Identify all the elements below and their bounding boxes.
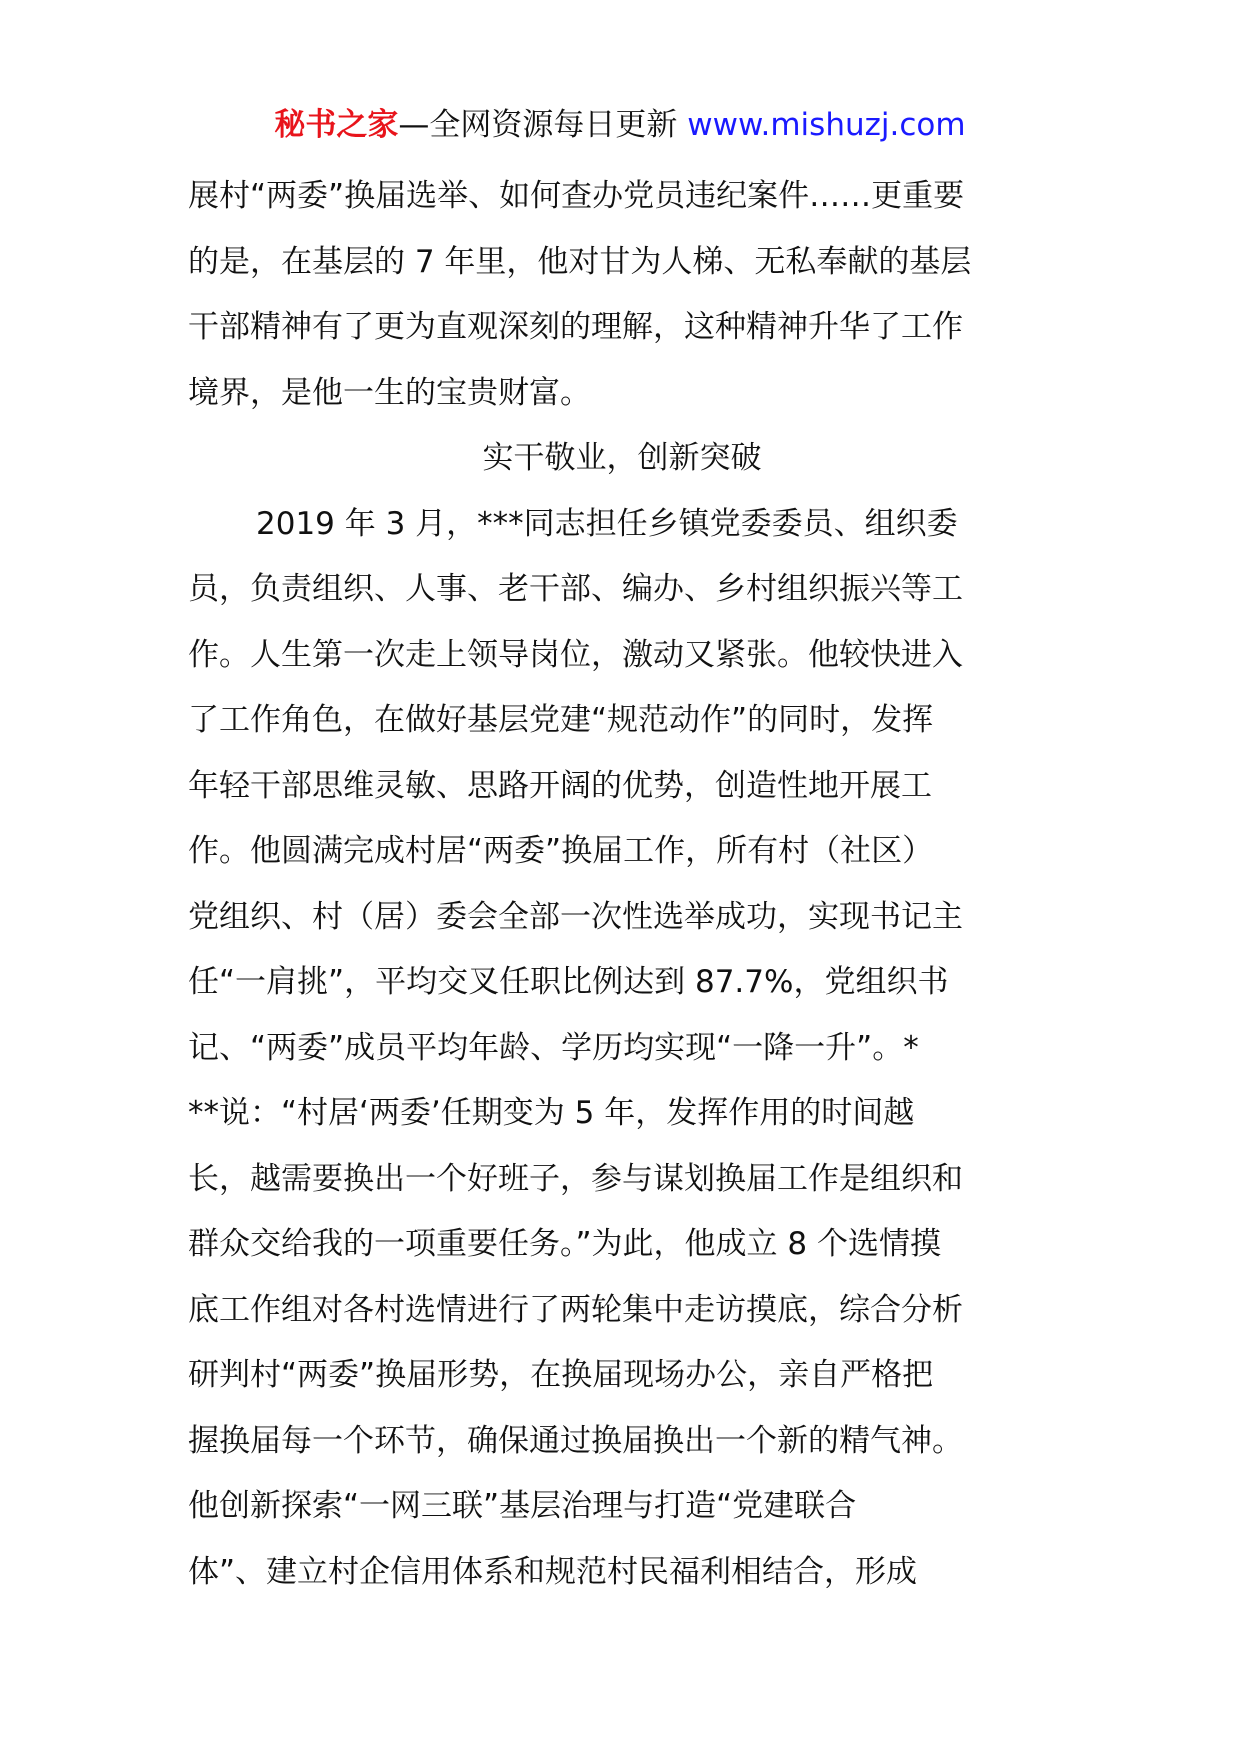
text-line: 展村“两委”换届选举、如何查办党员违纪案件……更重要 xyxy=(188,178,965,214)
text-line: 群众交给我的一项重要任务。”为此，他成立 8 个选情摸 xyxy=(188,1226,941,1262)
text-line: 任“一肩挑”，平均交叉任职比例达到 87.7%，党组织书 xyxy=(188,964,949,1000)
header-tagline: —全网资源每日更新 xyxy=(398,107,678,143)
section-heading: 实干敬业，创新突破 xyxy=(482,440,762,476)
text-line: 境界，是他一生的宝贵财富。 xyxy=(188,374,591,411)
text-line: 记、“两委”成员平均年龄、学历均实现“一降一升”。* xyxy=(188,1029,919,1066)
page-header xyxy=(0,100,1240,150)
document-body xyxy=(188,164,1056,1605)
text-line: 干部精神有了更为直观深刻的理解，这种精神升华了工作 xyxy=(188,309,963,345)
paragraph-first-line: 2019 年 3 月，***同志担任乡镇党委委员、组织委 xyxy=(256,505,958,542)
text-line: 长，越需要换出一个好班子，参与谋划换届工作是组织和 xyxy=(188,1160,963,1197)
text-line: 员，负责组织、人事、老干部、编办、乡村组织振兴等工 xyxy=(188,571,963,607)
brand-name: 秘书之家 xyxy=(274,107,399,143)
text-line: 作。人生第一次走上领导岗位，激动又紧张。他较快进入 xyxy=(188,636,963,673)
text-line: 了工作角色，在做好基层党建“规范动作”的同时，发挥 xyxy=(188,702,934,738)
text-line: 体”、建立村企信用体系和规范村民福利相结合，形成 xyxy=(188,1553,918,1590)
text-line: 研判村“两委”换届形势，在换届现场办公，亲自严格把 xyxy=(188,1357,934,1393)
text-line: **说：“村居‘两委’任期变为 5 年，发挥作用的时间越 xyxy=(188,1095,915,1131)
text-line: 年轻干部思维灵敏、思路开阔的优势，创造性地开展工 xyxy=(188,767,932,804)
text-line: 作。他圆满完成村居“两委”换届工作，所有村（社区） xyxy=(188,833,934,869)
site-url-link[interactable]: www.mishuzj.com xyxy=(687,107,966,143)
text-line: 党组织、村（居）委会全部一次性选举成功，实现书记主 xyxy=(188,898,963,935)
text-line: 的是，在基层的 7 年里，他对甘为人梯、无私奉献的基层 xyxy=(188,243,972,280)
text-line: 底工作组对各村选情进行了两轮集中走访摸底，综合分析 xyxy=(188,1291,963,1328)
text-line: 他创新探索“一网三联”基层治理与打造“党建联合 xyxy=(188,1488,857,1524)
text-line: 握换届每一个环节，确保通过换届换出一个新的精气神。 xyxy=(188,1422,963,1459)
